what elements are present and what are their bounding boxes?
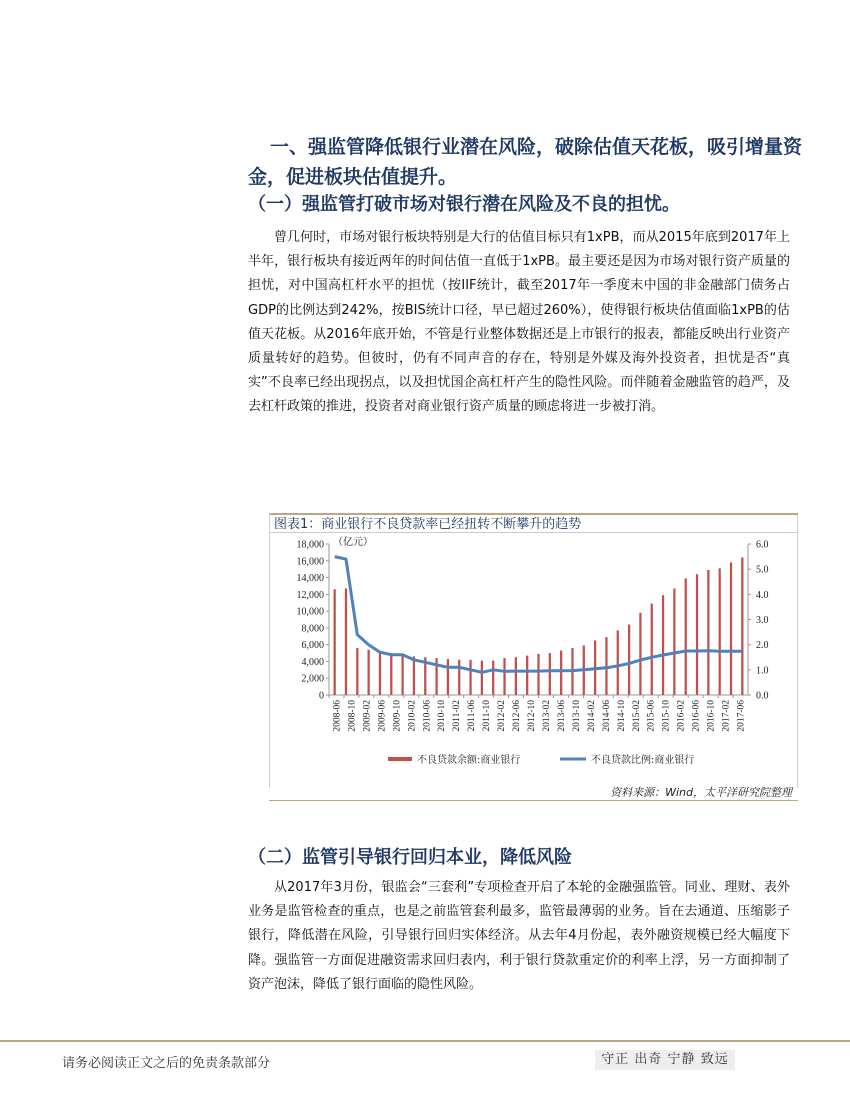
npl-balance-bar xyxy=(685,578,687,695)
npl-balance-bar xyxy=(413,656,415,695)
y-right-tick-label: 1.0 xyxy=(756,665,769,677)
x-tick-label: 2013-02 xyxy=(541,700,552,732)
x-tick-label: 2012-10 xyxy=(527,700,538,732)
x-tick-label: 2008-10 xyxy=(347,700,358,732)
x-tick-label: 2010-10 xyxy=(437,700,448,732)
npl-balance-bar xyxy=(356,648,358,695)
npl-balance-bar xyxy=(345,588,347,695)
x-tick-label: 2014-10 xyxy=(616,700,627,732)
x-tick-label: 2016-10 xyxy=(706,700,717,732)
y-left-tick-label: 0 xyxy=(319,690,324,702)
legend-label-balance: 不良贷款余额:商业银行 xyxy=(417,755,521,766)
x-tick-label: 2012-06 xyxy=(512,700,523,732)
npl-balance-bar xyxy=(379,651,381,695)
npl-balance-bar xyxy=(617,630,619,695)
y-left-tick-label: 2,000 xyxy=(301,673,324,685)
npl-balance-bar xyxy=(628,625,630,695)
x-tick-label: 2009-06 xyxy=(377,700,388,732)
y-right-tick-label: 5.0 xyxy=(756,564,769,576)
npl-balance-bar xyxy=(537,654,539,695)
footer-divider xyxy=(0,1040,850,1042)
legend-label-ratio: 不良贷款比例:商业银行 xyxy=(591,755,695,766)
npl-balance-bar xyxy=(707,570,709,695)
npl-balance-bar xyxy=(719,568,721,695)
x-tick-label: 2014-06 xyxy=(601,700,612,732)
y-left-tick-label: 18,000 xyxy=(296,539,324,551)
npl-balance-bar xyxy=(458,660,460,695)
x-tick-label: 2010-02 xyxy=(407,700,418,732)
x-tick-label: 2012-02 xyxy=(497,700,508,732)
y-right-tick-label: 2.0 xyxy=(756,640,769,652)
y-left-tick-label: 16,000 xyxy=(296,556,324,568)
npl-balance-bar xyxy=(741,557,743,695)
npl-balance-bar xyxy=(651,604,653,695)
figure-border-right xyxy=(797,513,798,788)
section-1-title: （一）强监管打破市场对银行潜在风险及不良的担忧。 xyxy=(248,194,680,215)
npl-balance-bar xyxy=(526,656,528,695)
npl-balance-bar xyxy=(605,637,607,695)
npl-balance-bar xyxy=(662,595,664,695)
npl-balance-bar xyxy=(515,657,517,695)
figure-source: 资料来源：Wind，太平洋研究院整理 xyxy=(610,786,792,799)
heading-1: 一、强监管降低银行业潜在风险，破除估值天花板，吸引增量资金，促进板块估值提升。 xyxy=(248,136,803,188)
x-tick-label: 2009-10 xyxy=(392,700,403,732)
section-1-paragraph: 曾几何时，市场对银行板块特别是大行的估值目标只有1xPB，而从2015年底到2017年上半年，银行板块有接近两年的时间估值一直低于1xPB。最主要还是因为市场对银行资产质量的担忧，对中国高杠杆水平的担忧（按IIF统计，截至2017年一季度末中国的非金融部门债务占GDP的比例达到242%，按BIS统计口径，早已超过260%），使得银行板块估值面临1xPB的估值天花板。从2016年底开始，不管是行业整体数据还是上市银行的报表，都能反映出行业资产质量转好的趋势。但彼时，仍有不同声音的存在，特别是外媒及海外投资者，担忧是否“真实”不良率已经出现拐点，以及担忧国企高杠杆产生的隐性风险。而伴随着金融监管的趋严，及去杠杆政策的推进，投资者对商业银行资产质量的顾虑将进一步被打消。 xyxy=(248,230,790,415)
x-tick-label: 2015-06 xyxy=(646,700,657,732)
npl-balance-bar xyxy=(368,650,370,695)
npl-balance-bar xyxy=(492,661,494,695)
npl-balance-bar xyxy=(390,653,392,695)
section-2-title: （二）监管引导银行回归本业，降低风险 xyxy=(248,847,572,868)
npl-balance-bar xyxy=(730,562,732,695)
npl-balance-bar xyxy=(639,613,641,695)
x-tick-label: 2016-06 xyxy=(691,700,702,732)
x-tick-label: 2016-02 xyxy=(676,700,687,732)
footer-motto: 守正 出奇 宁静 致远 xyxy=(595,1050,735,1070)
x-tick-label: 2011-06 xyxy=(467,700,478,732)
npl-balance-bar xyxy=(469,660,471,695)
x-tick-label: 2009-02 xyxy=(362,700,373,732)
figure-border-bottom xyxy=(269,800,798,801)
npl-balance-bar xyxy=(696,574,698,695)
unit-label: （亿元） xyxy=(333,537,373,548)
x-tick-label: 2011-02 xyxy=(452,700,463,732)
npl-balance-bar xyxy=(549,653,551,695)
npl-balance-bar xyxy=(481,661,483,695)
x-tick-label: 2013-10 xyxy=(571,700,582,732)
y-right-tick-label: 3.0 xyxy=(756,615,769,626)
npl-balance-bar xyxy=(560,651,562,695)
y-right-tick-label: 6.0 xyxy=(756,539,769,551)
x-tick-label: 2011-10 xyxy=(482,700,493,732)
section-2-paragraph: 从2017年3月份，银监会“三套利”专项检查开启了本轮的金融强监管。同业、理财、表外业务是监管检查的重点，也是之前监管套利最多，监管最薄弱的业务。旨在去通道、压缩影子银行，降低潜在风险，引导银行回归实体经济。从去年4月份起，表外融资规模已经大幅度下降。强监管一方面促进融资需求回归表内，利于银行贷款重定价的利率上浮，另一方面抑制了资产泡沫，降低了银行面临的隐性风险。 xyxy=(248,880,790,992)
npl-balance-bar xyxy=(401,654,403,695)
npl-chart xyxy=(270,532,797,782)
y-left-tick-label: 8,000 xyxy=(301,623,324,635)
npl-balance-bar xyxy=(503,658,505,695)
y-left-tick-label: 10,000 xyxy=(296,606,324,618)
x-tick-label: 2013-06 xyxy=(556,700,567,732)
y-left-tick-label: 4,000 xyxy=(301,656,324,668)
npl-balance-bar xyxy=(447,659,449,695)
y-left-tick-label: 12,000 xyxy=(296,589,324,601)
legend-swatch-balance xyxy=(388,757,412,761)
x-tick-label: 2017-06 xyxy=(736,700,747,732)
footer-disclaimer: 请务必阅读正文之后的免责条款部分 xyxy=(62,1056,271,1071)
y-left-tick-label: 6,000 xyxy=(301,640,324,652)
y-left-tick-label: 14,000 xyxy=(296,573,324,585)
x-tick-label: 2014-02 xyxy=(586,700,597,732)
x-tick-label: 2017-02 xyxy=(721,700,732,732)
npl-balance-bar xyxy=(334,589,336,695)
y-right-tick-label: 4.0 xyxy=(756,589,769,601)
y-right-tick-label: 0.0 xyxy=(756,690,769,702)
x-tick-label: 2015-10 xyxy=(661,700,672,732)
figure-title: 图表1：商业银行不良贷款率已经扭转不断攀升的趋势 xyxy=(270,513,798,533)
x-tick-label: 2015-02 xyxy=(631,700,642,732)
x-tick-label: 2008-06 xyxy=(332,700,343,732)
x-tick-label: 2010-06 xyxy=(422,700,433,732)
npl-balance-bar xyxy=(673,588,675,695)
